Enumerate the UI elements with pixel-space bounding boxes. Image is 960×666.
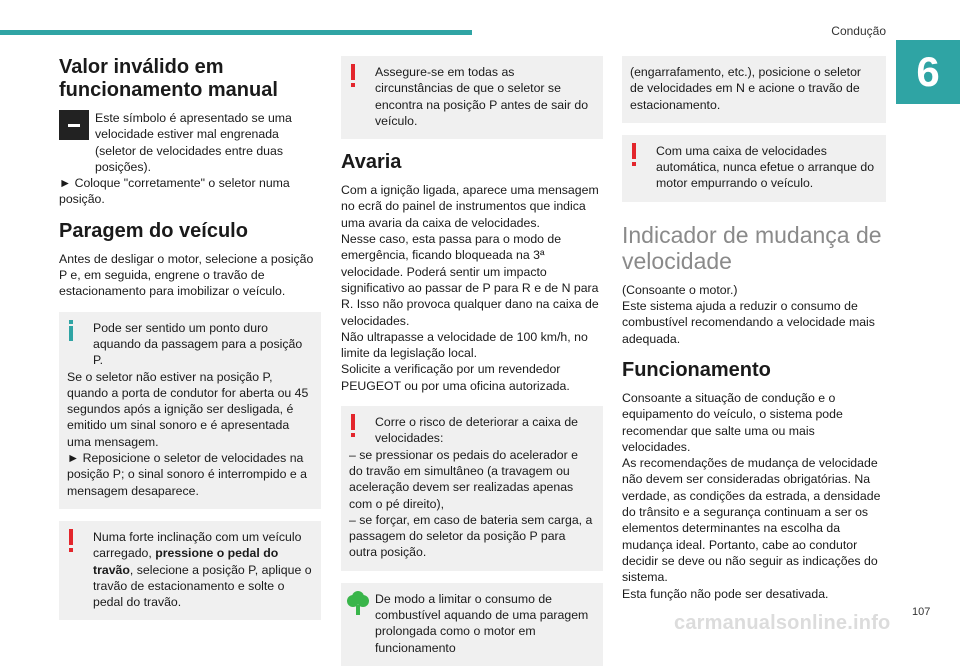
info-box-park xyxy=(59,312,321,509)
warning-box-exit xyxy=(341,56,603,139)
eco-text-2: (engarrafamento, etc.), posicione o seletor de velocidades em N e acione o travão de estacionamento. xyxy=(630,65,862,112)
heading-fault: Avaria xyxy=(341,151,402,174)
column-2 xyxy=(341,56,603,666)
warning-exit-text: Assegure-se em todas as circunstâncias de que o seletor se encontra na posição P antes de sair do veículo. xyxy=(375,65,589,128)
info-text-2: Se o seletor não estiver na posição P, quando a porta de condutor for aberta ou 45 segundos após a ignição ser desligada, é emitido um sinal sonoro e é apresentada uma mensagem. xyxy=(67,369,309,449)
invalid-text: Este símbolo é apresentado se uma velocidade estiver mal engrenada (seletor de velocidades entre duas posições). xyxy=(95,111,292,174)
section-title: Condução xyxy=(831,24,886,38)
risk-text-2: – se pressionar os pedais do acelerador e do travão em simultâneo (a travagem ou aceleração devem ser realizadas apenas com o pé direito), xyxy=(349,447,578,511)
heading-gear-indicator: Indicador de mudança de velocidade xyxy=(622,221,882,274)
heading-vehicle-stop: Paragem do veículo xyxy=(59,219,248,242)
invalid-value-block xyxy=(59,110,321,175)
gear-invalid-icon xyxy=(59,110,89,140)
fault-text-1: Com a ignição ligada, aparece uma mensagem no ecrã do painel de instrumentos que indica uma avaria da caixa de velocidades. xyxy=(341,183,599,230)
operation-text-3: Esta função não pode ser desativada. xyxy=(622,586,829,601)
warning-box-auto xyxy=(622,135,886,202)
operation-text-1: Consoante a situação de condução e o equipamento do veículo, o sistema pode recomendar que salte uma ou mais velocidades. xyxy=(622,390,843,454)
warning-auto-text: Com uma caixa de velocidades automática, nunca efetue o arranque do motor empurrando o veículo. xyxy=(656,143,875,191)
risk-text-3: – se forçar, em caso de bateria sem carga, a passagem do seletor da posição P para outra posição. xyxy=(349,512,593,560)
operation-text-2: As recomendações de mudança de velocidade não devem ser consideradas obrigatórias. Na verdade, as condições da estrada, a densidade do trânsito e a segurança continuam a ser os elementos determinantes na escolha da mudança ideal. Portanto, cabe ao condutor decidir se deve ou não seguir as indicações do sistema. xyxy=(622,456,881,585)
chapter-number: 6 xyxy=(896,40,960,104)
header-rule xyxy=(0,30,472,35)
watermark: carmanualsonline.info xyxy=(674,612,891,634)
invalid-instruction: ► Coloque "corretamente" o seletor numa posição. xyxy=(59,176,290,207)
heading-invalid-value: Valor inválido em funcionamento manual xyxy=(59,56,278,101)
fault-text-2: Nesse caso, esta passa para o modo de emergência, ficando bloqueada na 3ª velocidade. Poderá sentir um impacto significativo ao passar de P para R e de N para R. Isso não provoca qualquer dano na caixa de velocidades. xyxy=(341,232,599,328)
heading-operation: Funcionamento xyxy=(622,358,771,381)
page-number: 107 xyxy=(912,606,931,618)
info-text-3: ► Reposicione o seletor de velocidades na posição P; o sinal sonoro é interrompido e a mensagem desaparece. xyxy=(67,451,307,498)
warning-icon xyxy=(347,414,355,430)
warning-icon xyxy=(347,64,355,80)
indicator-text-2: Este sistema ajuda a reduzir o consumo de combustível recomendando a velocidade mais adequada. xyxy=(622,299,875,346)
fault-text-3: Não ultrapasse a velocidade de 100 km/h, no limite da legislação local. xyxy=(341,329,588,361)
warning-box-gearbox xyxy=(341,406,603,571)
eco-tree-icon xyxy=(347,591,369,615)
info-text-1: Pode ser sentido um ponto duro aquando da passagem para a posição P. xyxy=(93,320,303,368)
eco-box-continued xyxy=(622,56,886,123)
eco-text-1: De modo a limitar o consumo de combustível aquando de uma paragem prolongada como o motor em funcionamento xyxy=(375,591,589,655)
fault-text-4: Solicite a verificação por um revendedor PEUGEOT ou por uma oficina autorizada. xyxy=(341,362,570,393)
warning-icon xyxy=(628,143,636,159)
eco-box xyxy=(341,583,603,666)
risk-text-1: Corre o risco de deteriorar a caixa de velocidades: xyxy=(375,415,578,446)
warning-slope-text: Numa forte inclinação com um veículo carregado, pressione o pedal do travão, selecione a posição P, aplique o travão de estacionamento e solte o pedal do travão. xyxy=(93,529,312,610)
info-icon xyxy=(65,320,73,341)
stop-text: Antes de desligar o motor, selecione a posição P e, em seguida, engrene o travão de estacionamento para imobilizar o veículo. xyxy=(59,251,314,299)
warning-box-slope xyxy=(59,521,321,620)
column-3 xyxy=(622,56,886,602)
indicator-text-1: (Consoante o motor.) xyxy=(622,282,738,297)
warning-icon xyxy=(65,529,73,545)
column-1 xyxy=(59,56,321,620)
